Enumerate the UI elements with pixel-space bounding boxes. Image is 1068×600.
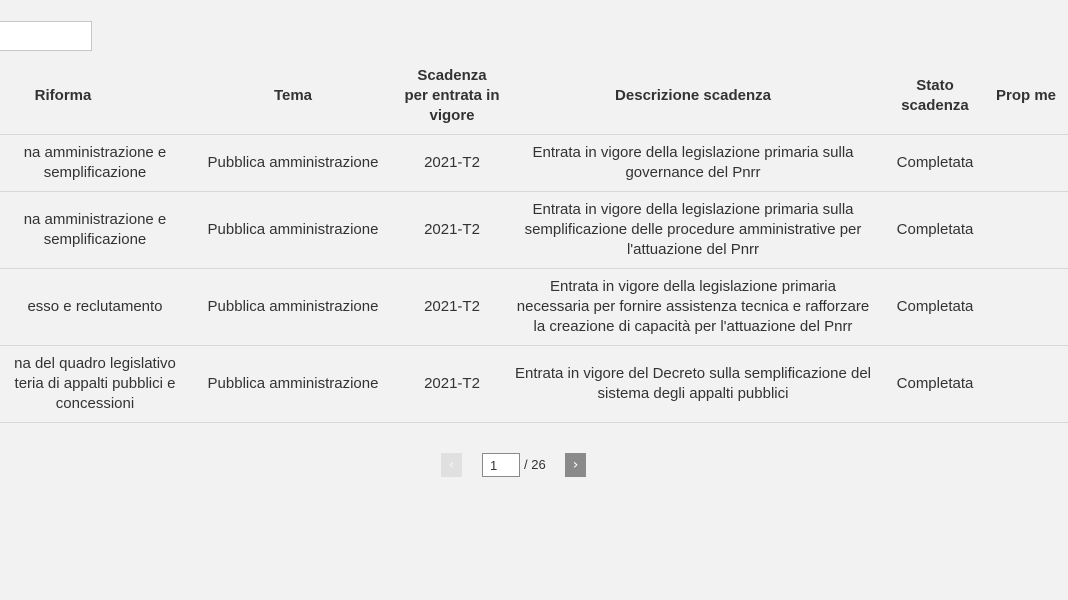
cell-extra [990, 346, 1068, 423]
cell-riforma: esso e reclutamento [0, 269, 188, 346]
cell-descrizione: Entrata in vigore della legislazione primaria sulla governance del Pnrr [506, 135, 880, 192]
next-page-button[interactable]: › [565, 453, 586, 477]
page-number-input[interactable] [482, 453, 520, 477]
cell-scadenza: 2021-T2 [398, 269, 506, 346]
cell-riforma: na amministrazione e semplificazione [0, 192, 188, 269]
cell-tema: Pubblica amministrazione [188, 269, 398, 346]
cell-descrizione: Entrata in vigore del Decreto sulla semplificazione del sistema degli appalti pubblici [506, 346, 880, 423]
header-riforma[interactable]: Riforma [0, 58, 188, 135]
table-scroll-container[interactable] [0, 58, 1057, 443]
table-header-row [0, 58, 1068, 135]
prev-page-button[interactable]: ‹ [441, 453, 462, 477]
data-table [0, 58, 1068, 423]
table-row [0, 269, 1068, 346]
cell-scadenza: 2021-T2 [398, 192, 506, 269]
cell-tema: Pubblica amministrazione [188, 346, 398, 423]
cell-tema: Pubblica amministrazione [188, 192, 398, 269]
table-row [0, 346, 1068, 423]
pagination [0, 452, 1026, 478]
header-proposta[interactable]: Prop me [990, 58, 1068, 135]
page-total: / 26 [524, 457, 546, 472]
table-row [0, 192, 1068, 269]
cell-descrizione: Entrata in vigore della legislazione primaria necessaria per fornire assistenza tecnica e rafforzare la creazione di capacità per l'attuazione del Pnrr [506, 269, 880, 346]
cell-extra [990, 192, 1068, 269]
cell-extra [990, 269, 1068, 346]
cell-scadenza: 2021-T2 [398, 346, 506, 423]
cell-stato: Completata [880, 135, 990, 192]
header-scadenza[interactable]: Scadenza per entrata in vigore [398, 58, 506, 135]
header-descrizione[interactable]: Descrizione scadenza [506, 58, 880, 135]
header-tema[interactable]: Tema [188, 58, 398, 135]
cell-scadenza: 2021-T2 [398, 135, 506, 192]
cell-extra [990, 135, 1068, 192]
cell-descrizione: Entrata in vigore della legislazione primaria sulla semplificazione delle procedure amministrative per l'attuazione del Pnrr [506, 192, 880, 269]
cell-riforma: na del quadro legislativo teria di appalti pubblici e concessioni [0, 346, 188, 423]
cell-riforma: na amministrazione e semplificazione [0, 135, 188, 192]
cell-tema: Pubblica amministrazione [188, 135, 398, 192]
table-row [0, 135, 1068, 192]
header-stato[interactable]: Stato scadenza [880, 58, 990, 135]
cell-stato: Completata [880, 269, 990, 346]
cell-stato: Completata [880, 192, 990, 269]
cell-stato: Completata [880, 346, 990, 423]
search-input[interactable] [0, 21, 92, 51]
